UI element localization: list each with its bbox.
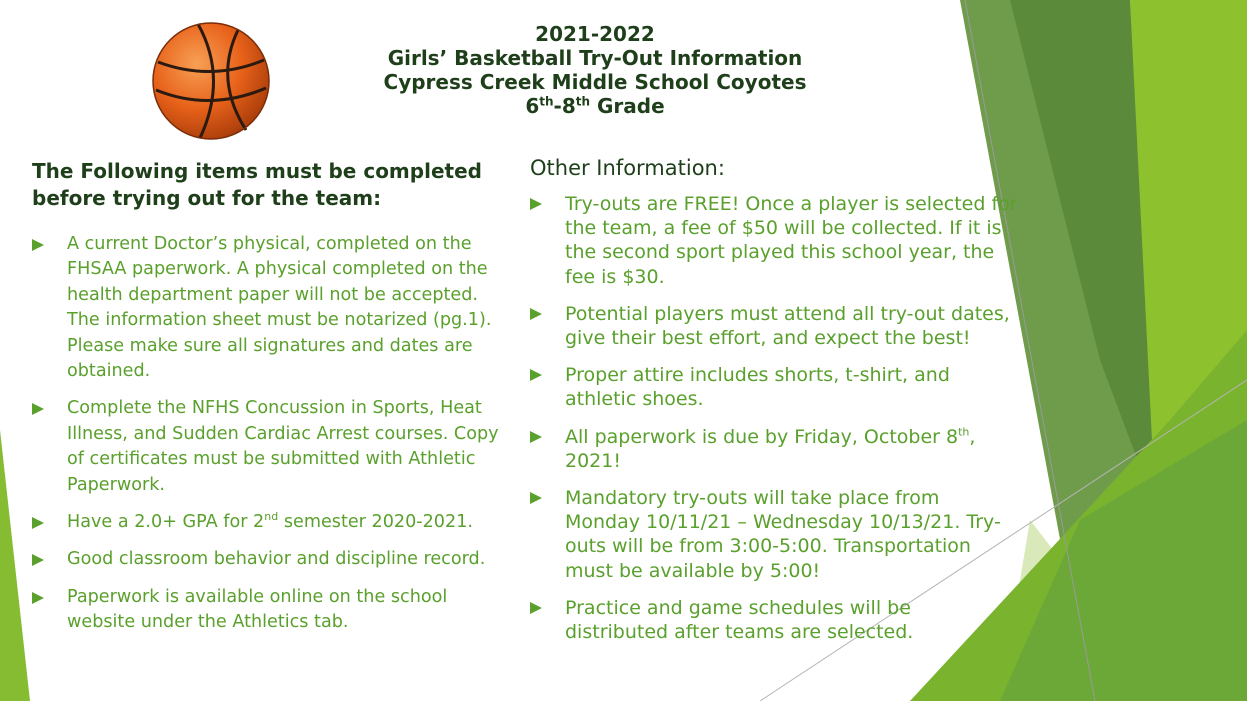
list-item [32, 585, 512, 636]
grade-dash: - [553, 94, 562, 118]
list-item-text: , 2021! [565, 425, 976, 472]
triangle-bullet-icon [530, 369, 542, 381]
list-item-text: semester 2020-2021. [278, 512, 473, 533]
grade-end: 8 [561, 94, 576, 118]
triangle-bullet-icon [530, 308, 542, 320]
list-item [530, 596, 1020, 644]
list-item-text: Good classroom behavior and discipline record. [67, 549, 486, 570]
list-item-text: Potential players must attend all try-out dates, give their best effort, and expect the best! [565, 302, 1010, 350]
triangle-bullet-icon [32, 592, 44, 604]
header-grade [360, 94, 830, 118]
list-item-text: Have a 2.0+ GPA for 2 [67, 512, 265, 533]
list-item-text: All paperwork is due by Friday, October 8 [565, 425, 959, 448]
left-green-sliver [0, 430, 30, 701]
triangle-bullet-icon [32, 239, 44, 251]
requirements-section [32, 158, 512, 648]
requirements-list [32, 232, 512, 636]
list-item [530, 302, 1020, 350]
header [360, 22, 830, 118]
list-item-text: Complete the NFHS Concussion in Sports, Heat Illness, and Sudden Cardiac Arrest courses. Copy of certificates must be submitted with Athletic Paperwork. [67, 398, 499, 495]
list-item [530, 486, 1020, 583]
triangle-bullet-icon [32, 403, 44, 415]
triangle-bullet-icon [530, 431, 542, 443]
list-item-text: Proper attire includes shorts, t-shirt, and athletic shoes. [565, 364, 950, 411]
list-item-text: Try-outs are FREE! Once a player is selected for the team, a fee of $50 will be collected. If it is the second sport played this school year, the fee is $30. [565, 193, 1018, 288]
triangle-bullet-icon [530, 602, 542, 614]
triangle-bullet-icon [530, 492, 542, 504]
list-item [32, 510, 512, 535]
list-item [530, 425, 1020, 473]
triangle-bullet-icon [32, 554, 44, 566]
triangle-bullet-icon [32, 517, 44, 529]
grade-start: 6 [525, 94, 540, 118]
list-item [32, 547, 512, 572]
list-item [32, 396, 512, 498]
basketball-icon [150, 20, 272, 142]
other-info-list [530, 192, 1020, 644]
list-item-text: Mandatory try-outs will take place from Monday 10/11/21 – Wednesday 10/13/21. Try-outs will be from 3:00-5:00. Transportation must be available by 5:00! [565, 487, 1001, 582]
list-item-text: Practice and game schedules will be distributed after teams are selected. [565, 596, 914, 644]
list-item [530, 192, 1020, 289]
other-info-section [530, 155, 1020, 657]
ordinal-sup: th [958, 425, 970, 439]
list-item-text: Paperwork is available online on the school website under the Athletics tab. [67, 586, 448, 633]
list-item-text: A current Doctor’s physical, completed on the FHSAA paperwork. A physical completed on the health department paper will not be accepted. The information sheet must be notarized (pg.1). Please make sure all signatures and dates are obtained. [67, 234, 492, 382]
list-item [530, 363, 1020, 411]
header-school: Cypress Creek Middle School Coyotes [383, 70, 807, 94]
other-info-heading: Other Information: [530, 156, 725, 180]
grade-label: Grade [590, 94, 665, 118]
grade-end-sup: th [575, 94, 591, 109]
list-item [32, 232, 512, 384]
requirements-heading: The Following items must be completed before trying out for the team: [32, 159, 482, 210]
ordinal-sup: nd [264, 510, 279, 524]
header-year: 2021-2022 [535, 22, 655, 46]
triangle-bullet-icon [530, 198, 542, 210]
header-title: Girls’ Basketball Try-Out Information [387, 46, 803, 70]
grade-start-sup: th [539, 94, 554, 109]
